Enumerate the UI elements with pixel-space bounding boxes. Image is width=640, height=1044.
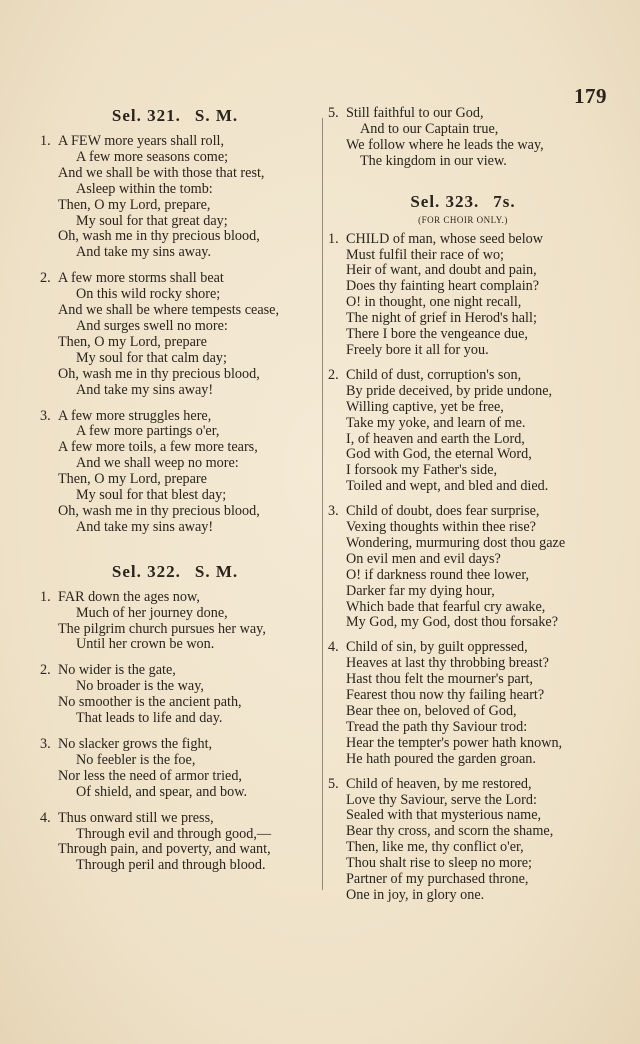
verse-line-text: That leads to life and day. [76,710,223,727]
verse-line-text: Darker far my dying hour, [346,582,495,599]
hymn-heading [30,562,320,582]
verse-line-text: My God, my God, dost thou forsake? [346,614,559,631]
stanza [30,663,320,727]
verse-line-text: Thus onward still we press, [58,809,214,826]
verse-line-text: Oh, wash me in thy precious blood, [58,228,260,245]
verse-line [328,752,598,768]
verse-line [328,279,598,295]
verse-line [30,590,320,606]
verse-line-text: Thou shalt rise to sleep no more; [346,855,532,872]
verse-line [30,287,320,303]
verse-line-text: Child of dust, corruption's son, [346,366,522,383]
verse-line [30,504,320,520]
verse-line-text: On this wild rocky shore; [76,286,221,303]
stanza [30,134,320,261]
verse-line [328,432,598,448]
verse-line [328,479,598,495]
verse-line [30,622,320,638]
verse-line-text: One in joy, in glory one. [346,886,485,903]
verse-line-text: Asleep within the tomb: [76,180,213,197]
hymn-meter: S. M. [194,106,239,125]
stanza-number: 4. [40,809,51,826]
verse-line [30,842,320,858]
verse-line-text: A few more partings o'er, [76,423,220,440]
verse-line [328,295,598,311]
verse-line [328,311,598,327]
verse-line-text: I, of heaven and earth the Lord, [346,430,525,447]
verse-line-text: Through evil and through good,— [76,825,272,842]
verse-line [30,166,320,182]
verse-line-text: Bear thee on, beloved of God, [346,703,517,719]
verse-line-text: The kingdom in our view. [360,152,507,169]
right-column [328,106,598,904]
verse-line-text: We follow where he leads the way, [346,136,544,153]
verse-line-text: And we shall be with those that rest, [58,164,265,181]
verse-line [328,656,598,672]
verse-line [328,384,598,400]
verse-line [30,440,320,456]
verse-line [328,463,598,479]
verse-line-text: Wondering, murmuring dost thou gaze [346,534,566,551]
verse-line-text: God with God, the eternal Word, [346,446,532,463]
verse-line [328,263,598,279]
verse-line [30,769,320,785]
stanza-number: 3. [40,736,51,752]
verse-line-text: And we shall be where tempests cease, [58,302,280,319]
verse-line [328,232,598,248]
stanza-number: 2. [40,270,51,287]
stanza-number: 1. [40,133,51,149]
verse-line [328,640,598,656]
verse-line [328,615,598,631]
verse-line-text: By pride deceived, by pride undone, [346,382,553,399]
verse-line [328,568,598,584]
verse-line-text: Hast thou felt the mourner's part, [346,671,533,688]
verse-line-text: O! if darkness round thee lower, [346,566,530,583]
verse-line [328,536,598,552]
verse-line [328,122,598,138]
verse-line-text: Then, O my Lord, prepare, [58,196,211,213]
verse-line [328,808,598,824]
verse-line-text: He hath poured the garden groan. [346,750,536,767]
verse-line [30,695,320,711]
verse-line-text: Heir of want, and doubt and pain, [346,262,537,279]
verse-line-text: Sealed with that mysterious name, [346,807,542,824]
verse-line [328,777,598,793]
verse-line-text: A FEW more years shall roll, [58,133,225,149]
left-column [30,106,320,874]
verse-line-text: A few more toils, a few more tears, [58,439,258,456]
verse-line-text: Nor less the need of armor tried, [58,767,242,784]
verse-line [30,679,320,695]
stanza [328,232,598,359]
verse-line-text: Then, like me, thy conflict o'er, [346,839,524,856]
verse-line-text: And we shall weep no more: [76,455,239,472]
verse-line [328,840,598,856]
verse-line [328,552,598,568]
verse-line [30,811,320,827]
verse-line-text: Partner of my purchased throne, [346,871,529,888]
verse-line [30,351,320,367]
verse-line [30,383,320,399]
verse-line-text: Child of doubt, does fear surprise, [346,503,540,520]
verse-line-text: Which bade that fearful cry awake, [346,598,546,615]
page-number: 179 [574,84,607,108]
verse-line-text: Through peril and through blood. [76,857,266,874]
verse-line-text: Then, O my Lord, prepare [58,471,207,488]
verse-line [328,248,598,264]
verse-line [30,488,320,504]
verse-line-text: No wider is the gate, [58,662,176,679]
verse-line-text: No smoother is the ancient path, [58,694,242,711]
stanza [30,811,320,875]
verse-line [30,198,320,214]
stanza-number: 1. [40,588,51,605]
verse-line-text: A few more struggles here, [58,407,212,424]
verse-line [328,400,598,416]
verse-line-text: My soul for that calm day; [76,349,227,366]
stanza [328,504,598,631]
verse-line [30,271,320,287]
verse-line [328,154,598,170]
verse-line [328,138,598,154]
verse-line [30,367,320,383]
verse-line-text: Then, O my Lord, prepare [58,333,207,350]
verse-line [328,504,598,520]
verse-line [30,737,320,753]
verse-line-text: And take my sins away! [76,518,214,535]
verse-line-text: No broader is the way, [76,678,204,695]
verse-line-text: FAR down the ages now, [58,588,200,605]
verse-line [328,793,598,809]
verse-line-text: Bear thy cross, and scorn the shame, [346,823,554,840]
verse-line [328,584,598,600]
verse-line [328,736,598,752]
stanza [328,368,598,495]
verse-line-text: Toiled and wept, and bled and died. [346,478,549,495]
hymn-heading [328,192,598,212]
verse-line-text: No slacker grows the fight, [58,736,213,752]
verse-line-text: Does thy fainting heart complain? [346,278,540,295]
stanza-number: 5. [328,775,339,792]
verse-line [328,672,598,688]
stanza-number: 3. [328,503,339,520]
verse-line-text: Must fulfil their race of wo; [346,246,504,263]
verse-line-text: No feebler is the foe, [76,751,196,768]
stanza-number: 4. [328,639,339,656]
verse-line [30,472,320,488]
verse-line [30,303,320,319]
verse-line [30,319,320,335]
verse-line [30,214,320,230]
verse-line [30,753,320,769]
verse-line-text: Heaves at last thy throbbing breast? [346,655,549,672]
verse-line-text: Until her crown be won. [76,636,215,653]
verse-line [30,858,320,874]
stanza [30,737,320,801]
verse-line [30,637,320,653]
verse-line-text: And surges swell no more: [76,317,228,334]
stanza [328,106,598,170]
verse-line-text: Oh, wash me in thy precious blood, [58,502,260,519]
stanza-number: 2. [40,662,51,679]
verse-line [328,688,598,704]
verse-line-text: Much of her journey done, [76,604,228,621]
stanza-number: 3. [40,407,51,424]
hymn-number: Sel. 321. [111,106,181,125]
verse-line [328,856,598,872]
verse-line-text: Oh, wash me in thy precious blood, [58,365,260,382]
verse-line [30,827,320,843]
stanza [328,640,598,767]
stanza [30,409,320,536]
verse-line-text: Willing captive, yet be free, [346,398,504,415]
verse-line [30,711,320,727]
verse-line [328,872,598,888]
verse-line-text: A few more seasons come; [76,148,229,165]
verse-line-text: The night of grief in Herod's hall; [346,310,537,327]
verse-line [30,785,320,801]
verse-line-text: My soul for that great day; [76,212,228,229]
hymn-heading [30,106,320,126]
verse-line [328,720,598,736]
verse-line [30,150,320,166]
verse-line [328,520,598,536]
verse-line-text: CHILD of man, whose seed below [346,230,544,247]
verse-line [30,663,320,679]
verse-line [30,606,320,622]
hymn-note: (FOR CHOIR ONLY.) [418,214,508,225]
verse-line [328,824,598,840]
verse-line-text: Take my yoke, and learn of me. [346,414,526,431]
verse-line [328,343,598,359]
verse-line [30,424,320,440]
verse-line-text: I forsook my Father's side, [346,462,498,479]
verse-line [328,447,598,463]
verse-line [328,327,598,343]
verse-line [328,600,598,616]
verse-line-text: Fearest thou now thy failing heart? [346,687,545,704]
verse-line-text: Through pain, and poverty, and want, [58,841,271,858]
verse-line-text: O! in thought, one night recall, [346,294,522,311]
verse-line [328,106,598,122]
verse-line-text: My soul for that blest day; [76,487,227,504]
verse-line-text: Of shield, and spear, and bow. [76,783,248,800]
hymn-number: Sel. 323. [410,191,480,211]
verse-line [30,229,320,245]
stanza-number: 2. [328,366,339,383]
verse-line-text: A few more storms shall beat [58,270,224,287]
verse-line-text: Hear the tempter's power hath known, [346,734,563,751]
verse-line [30,245,320,261]
stanza [30,590,320,654]
verse-line [328,704,598,720]
verse-line [328,416,598,432]
verse-line-text: And take my sins away! [76,381,214,398]
verse-line [30,409,320,425]
verse-line-text: Freely bore it all for you. [346,341,489,358]
stanza-number: 5. [328,105,339,121]
verse-line-text: On evil men and evil days? [346,550,501,567]
verse-line [30,134,320,150]
verse-line [30,182,320,198]
hymn-meter: 7s. [493,191,516,211]
verse-line-text: Love thy Saviour, serve the Lord: [346,791,537,808]
verse-line-text: And take my sins away. [76,244,212,261]
verse-line-text: Vexing thoughts within thee rise? [346,519,536,536]
column-divider [322,118,323,890]
verse-line-text: The pilgrim church pursues her way, [58,620,266,637]
verse-line [30,456,320,472]
stanza [328,777,598,904]
verse-line [30,520,320,536]
verse-line-text: There I bore the vengeance due, [346,326,528,343]
verse-line [30,335,320,351]
verse-line-text: Child of heaven, by me restored, [346,775,532,792]
hymn-number: Sel. 322. [111,561,181,581]
hymn-meter: S. M. [194,561,239,581]
verse-line [328,888,598,904]
verse-line-text: And to our Captain true, [360,120,499,137]
stanza-number: 1. [328,230,339,247]
verse-line-text: Still faithful to our God, [346,105,484,121]
verse-line-text: Tread the path thy Saviour trod: [346,718,528,735]
verse-line-text: Child of sin, by guilt oppressed, [346,639,528,656]
verse-line [328,368,598,384]
stanza [30,271,320,398]
